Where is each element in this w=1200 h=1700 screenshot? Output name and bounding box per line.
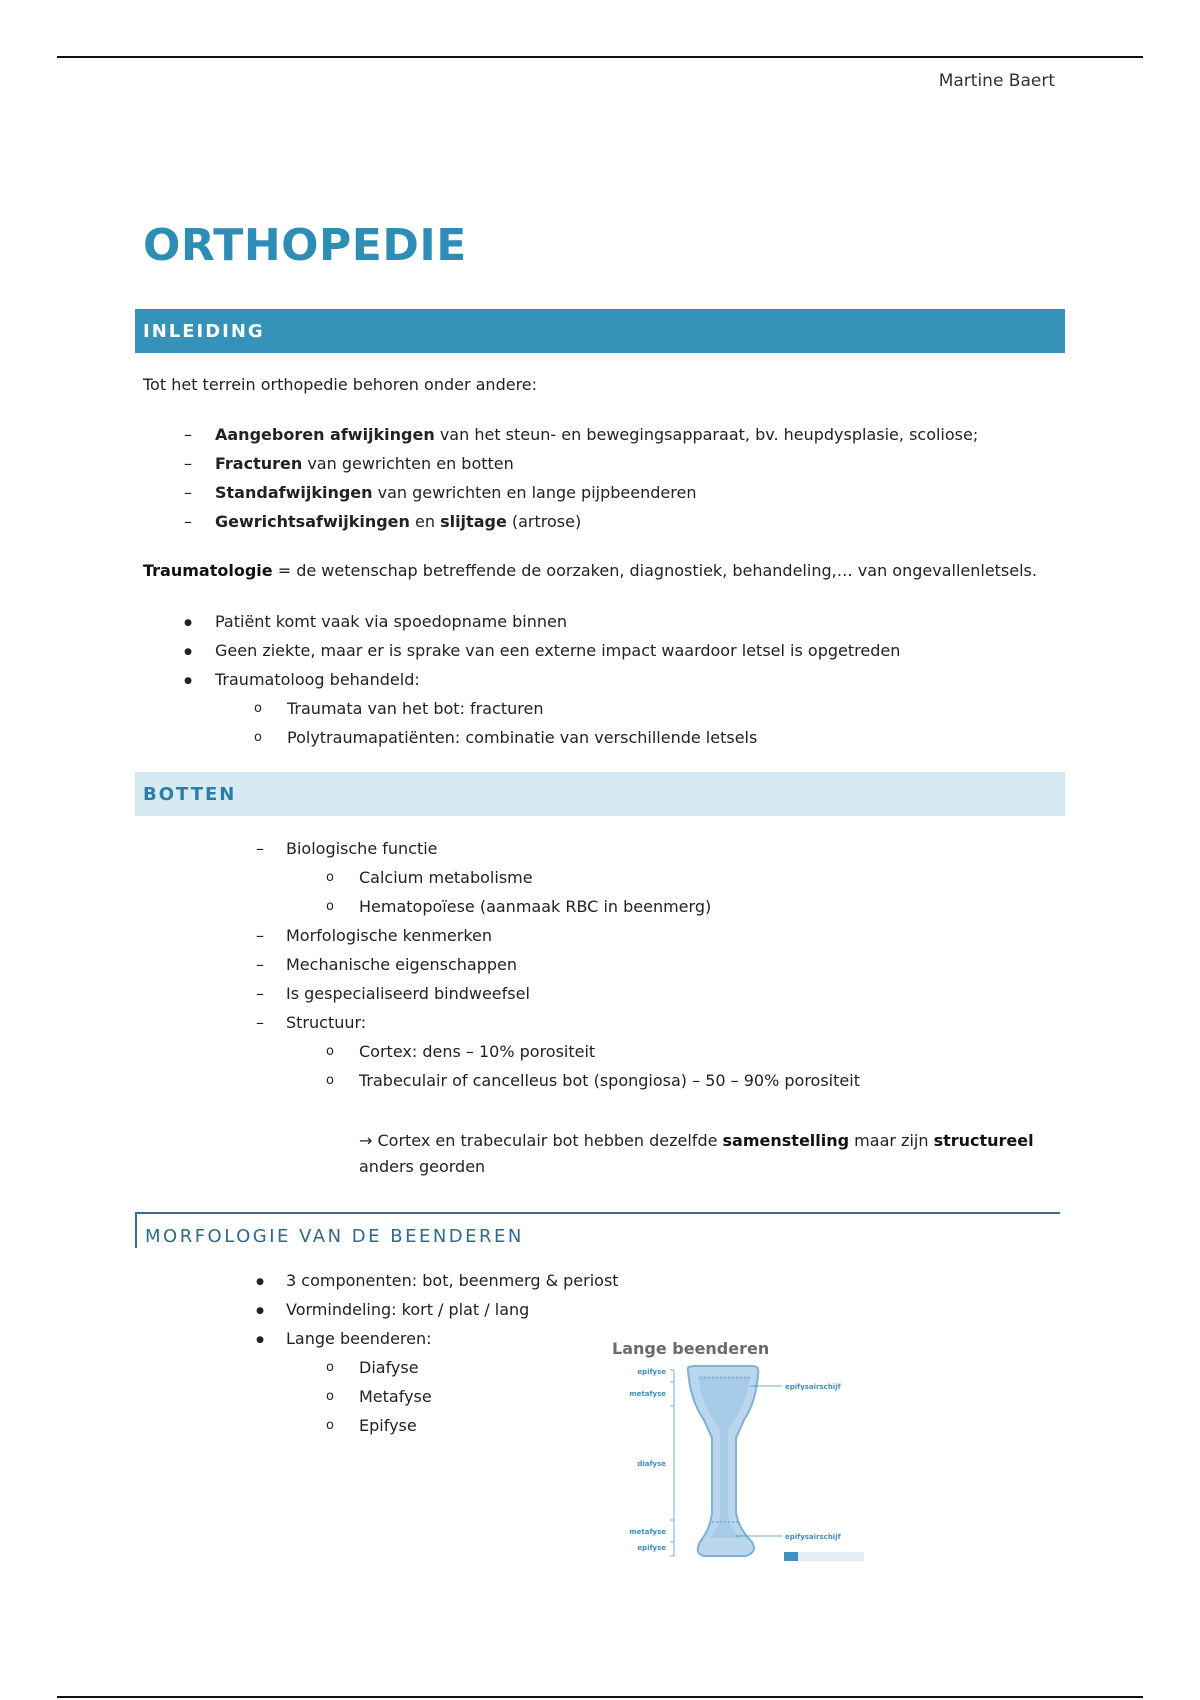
list-item-text: Lange beenderen: bbox=[286, 1329, 432, 1348]
list-item-text: 3 componenten: bot, beenmerg & periost bbox=[286, 1271, 619, 1290]
bone-marrow bbox=[698, 1376, 750, 1538]
note-bold: samenstelling bbox=[722, 1131, 850, 1150]
dash-marker: – bbox=[184, 483, 192, 502]
bullet-marker: ● bbox=[256, 1335, 264, 1345]
list-item-text: en bbox=[409, 512, 441, 531]
list-item-text: Calcium metabolisme bbox=[359, 868, 533, 887]
circle-marker: o bbox=[326, 1360, 334, 1375]
bottom-rule bbox=[57, 1696, 1143, 1698]
list-item-text: Vormindeling: kort / plat / lang bbox=[286, 1300, 530, 1319]
list-item-text: Mechanische eigenschappen bbox=[286, 955, 517, 974]
definition-paragraph bbox=[143, 561, 1037, 580]
label-schijf-top: epifysairschijf bbox=[785, 1383, 841, 1391]
list-item-text: Trabeculair of cancelleus bot (spongiosa) – 50 – 90% porositeit bbox=[359, 1071, 860, 1090]
list-item-text: Patiënt komt vaak via spoedopname binnen bbox=[215, 612, 568, 631]
circle-marker: o bbox=[326, 1044, 334, 1059]
list-item-text: Biologische functie bbox=[286, 839, 438, 858]
list-item-text: Epifyse bbox=[359, 1416, 417, 1435]
figure-title: Lange beenderen bbox=[612, 1339, 770, 1358]
list-item-text: Diafyse bbox=[359, 1358, 419, 1377]
bullet-marker: ● bbox=[256, 1277, 264, 1287]
logo-mark bbox=[784, 1552, 798, 1561]
list-item-bold: Standafwijkingen bbox=[215, 483, 373, 502]
definition-text: = de wetenschap betreffende de oorzaken, diagnostiek, behandeling,… van ongevallenletsels. bbox=[272, 561, 1037, 580]
section-heading-text: MORFOLOGIE VAN DE BEENDEREN bbox=[145, 1225, 524, 1247]
note-bold: structureel bbox=[933, 1131, 1034, 1150]
list-item-text: Morfologische kenmerken bbox=[286, 926, 492, 945]
document-title: ORTHOPEDIE bbox=[143, 220, 467, 271]
list-item-text: Cortex: dens – 10% porositeit bbox=[359, 1042, 596, 1061]
list-item-text: van het steun- en bewegingsapparaat, bv. heupdysplasie, scoliose; bbox=[434, 425, 979, 444]
circle-marker: o bbox=[326, 1389, 334, 1404]
label-diafyse: diafyse bbox=[637, 1460, 666, 1468]
circle-marker: o bbox=[254, 701, 262, 716]
bullet-marker: ● bbox=[256, 1306, 264, 1316]
list-item-bold: Fracturen bbox=[215, 454, 303, 473]
dash-marker: – bbox=[256, 839, 264, 858]
label-metafyse-bottom: metafyse bbox=[629, 1528, 666, 1536]
section-heading-morfologie bbox=[135, 1212, 1060, 1248]
dash-marker: – bbox=[184, 425, 192, 444]
long-bone-illustration bbox=[600, 1330, 880, 1570]
definition-term: Traumatologie bbox=[143, 561, 273, 580]
label-schijf-bottom: epifysairschijf bbox=[785, 1533, 841, 1541]
list-item-text: van gewrichten en lange pijpbeenderen bbox=[372, 483, 697, 502]
label-epifyse-bottom: epifyse bbox=[637, 1544, 666, 1552]
dash-marker: – bbox=[184, 512, 192, 531]
long-bone-figure bbox=[600, 1330, 880, 1570]
circle-marker: o bbox=[326, 1418, 334, 1433]
list-item-bold: Gewrichtsafwijkingen bbox=[215, 512, 410, 531]
section-heading-text: BOTTEN bbox=[143, 783, 237, 805]
list-item-text: Geen ziekte, maar er is sprake van een externe impact waardoor letsel is opgetreden bbox=[215, 641, 901, 660]
circle-marker: o bbox=[254, 730, 262, 745]
section-heading-botten bbox=[135, 772, 1065, 816]
list-item-text: (artrose) bbox=[506, 512, 582, 531]
dash-marker: – bbox=[256, 926, 264, 945]
list-item-text: Structuur: bbox=[286, 1013, 367, 1032]
note-text: maar zijn bbox=[849, 1131, 934, 1150]
header-author: Martine Baert bbox=[938, 71, 1055, 91]
circle-marker: o bbox=[326, 1073, 334, 1088]
label-metafyse-top: metafyse bbox=[629, 1390, 666, 1398]
list-item-bold: Aangeboren afwijkingen bbox=[215, 425, 435, 444]
label-epifyse-top: epifyse bbox=[637, 1368, 666, 1376]
list-item-text: van gewrichten en botten bbox=[302, 454, 514, 473]
list-item-text: Traumata van het bot: fracturen bbox=[287, 699, 544, 718]
list-item-text: Traumatoloog behandeld: bbox=[215, 670, 420, 689]
note-text: anders georden bbox=[359, 1157, 486, 1176]
circle-marker: o bbox=[326, 899, 334, 914]
list-item-bold: slijtage bbox=[440, 512, 507, 531]
list-item-text: Hematopoïese (aanmaak RBC in beenmerg) bbox=[359, 897, 712, 916]
intro-paragraph: Tot het terrein orthopedie behoren onder andere: bbox=[143, 375, 538, 394]
arrow-icon: → bbox=[359, 1131, 373, 1150]
dash-marker: – bbox=[256, 955, 264, 974]
bullet-marker: ● bbox=[184, 647, 192, 657]
structure-note bbox=[359, 1128, 1059, 1180]
list-item-text: Polytraumapatiënten: combinatie van verschillende letsels bbox=[287, 728, 758, 747]
section-heading-text: INLEIDING bbox=[143, 320, 265, 342]
top-rule bbox=[57, 56, 1143, 58]
list-item-text: Is gespecialiseerd bindweefsel bbox=[286, 984, 530, 1003]
dash-marker: – bbox=[256, 1013, 264, 1032]
note-text: Cortex en trabeculair bot hebben dezelfde bbox=[372, 1131, 723, 1150]
section-heading-inleiding bbox=[135, 309, 1065, 353]
dash-marker: – bbox=[256, 984, 264, 1003]
list-item-text: Metafyse bbox=[359, 1387, 432, 1406]
bullet-marker: ● bbox=[184, 676, 192, 686]
dash-marker: – bbox=[184, 454, 192, 473]
circle-marker: o bbox=[326, 870, 334, 885]
bullet-marker: ● bbox=[184, 618, 192, 628]
